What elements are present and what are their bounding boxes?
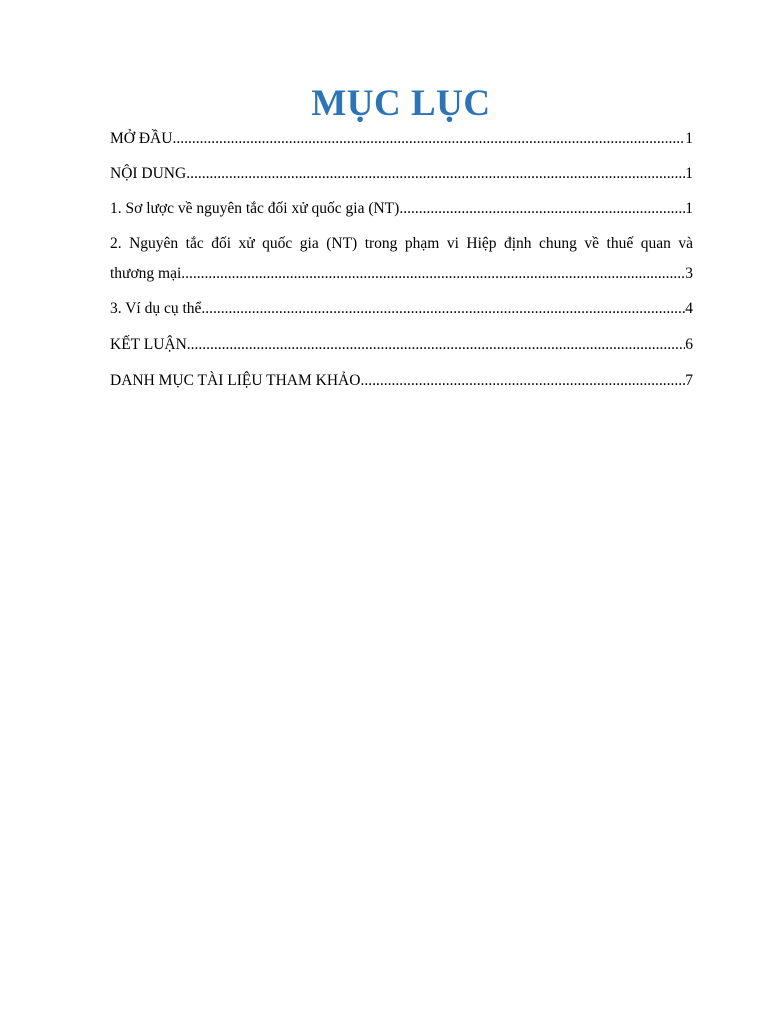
toc-entry-label: NỘI DUNG <box>110 165 187 182</box>
word: gia <box>299 235 319 252</box>
word: tắc <box>185 235 204 252</box>
word: Hiệp <box>466 235 497 252</box>
word: định <box>504 235 532 252</box>
toc-entry-page: 1 <box>685 130 693 147</box>
toc-entry-label: 3. Ví dụ cụ thể <box>110 300 202 317</box>
word: chung <box>539 235 577 252</box>
word: (NT) <box>326 235 358 252</box>
word: Nguyên <box>129 235 179 252</box>
word: trong <box>364 235 398 252</box>
toc-entry-label-line1 <box>110 233 693 255</box>
dot-leader <box>187 334 685 356</box>
word: 2. <box>110 235 122 252</box>
word: quốc <box>262 235 293 252</box>
dot-leader <box>186 163 685 185</box>
word: đối <box>211 235 232 252</box>
dot-leader <box>201 298 685 320</box>
toc-entry-label: MỞ ĐẦU <box>110 130 173 147</box>
toc-entry-label-line2 <box>110 263 693 285</box>
toc-title: MỤC LỤC <box>311 83 491 124</box>
word: về <box>584 235 600 252</box>
word: vi <box>446 235 459 252</box>
toc-entry-page: 4 <box>685 300 693 317</box>
toc-entry-page: 7 <box>685 372 693 389</box>
toc-entry-mo-dau[interactable] <box>110 128 693 150</box>
word: xử <box>238 235 255 252</box>
toc-entry-ket-luan[interactable] <box>110 334 693 356</box>
toc-entry-noi-dung[interactable] <box>110 163 693 185</box>
dot-leader <box>181 263 685 285</box>
dot-leader <box>360 370 685 392</box>
word: quan <box>640 235 671 252</box>
toc-entry-page: 3 <box>685 265 693 282</box>
toc-entry-page: 1 <box>685 165 693 182</box>
toc-entry-page: 6 <box>685 336 693 353</box>
toc-entry-section-3[interactable] <box>110 298 693 320</box>
table-of-contents <box>110 128 693 392</box>
toc-entry-references[interactable] <box>110 370 693 392</box>
toc-entry-page: 1 <box>685 200 693 217</box>
toc-entry-label: KẾT LUẬN <box>110 336 187 353</box>
word: thuế <box>606 235 634 252</box>
toc-entry-label: DANH MỤC TÀI LIỆU THAM KHẢO <box>110 372 361 389</box>
toc-entry-label: 1. Sơ lược về nguyên tắc đối xử quốc gia (NT) <box>110 200 400 217</box>
toc-entry-label: thương mại <box>110 265 182 282</box>
toc-entry-section-1[interactable] <box>110 198 693 220</box>
dot-leader <box>172 128 685 150</box>
word: và <box>678 235 693 252</box>
dot-leader <box>399 198 685 220</box>
toc-entry-section-2[interactable] <box>110 233 693 285</box>
word: phạm <box>404 235 440 252</box>
